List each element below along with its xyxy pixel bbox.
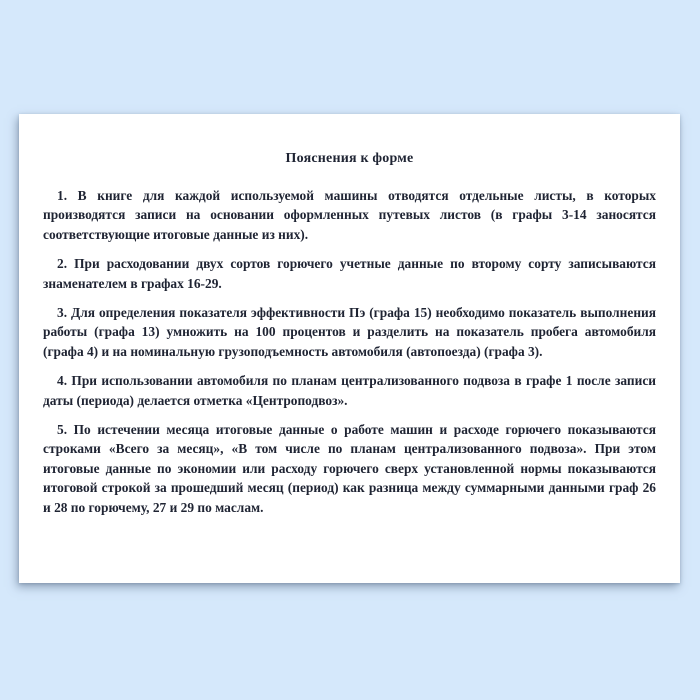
document-paragraph-1: 1. В книге для каждой используемой машины отводятся отдельные листы, в которых производятся записи на основании оформленных путевых листов (в графы 3-14 заносятся соответствующие итоговые данные из них).	[43, 188, 656, 242]
document-paragraph-3: 3. Для определения показателя эффективности Пэ (графа 15) необходимо показатель выполнения работы (графа 13) умножить на 100 процентов и разделить на показатель пробега автомобиля (графа 4) и на номинальную грузоподъемность автомобиля (автопоезда) (графа 3).	[43, 305, 656, 359]
document-page	[19, 114, 680, 583]
document-title: Пояснения к форме	[285, 151, 414, 166]
document-paragraph-4: 4. При использовании автомобиля по планам централизованного подвоза в графе 1 после записи даты (периода) делается отметка «Центроподвоз».	[43, 373, 656, 408]
document-paragraph-5: 5. По истечении месяца итоговые данные о работе машин и расходе горючего показываются строками «Всего за месяц», «В том числе по планам централизованного подвоза». При этом итоговые данные по экономии или расходу горючего сверх установленной нормы показываются итоговой строкой за прошедший месяц (период) как разница между суммарными данными граф 26 и 28 по горючему, 27 и 29 по маслам.	[43, 422, 656, 515]
document-paragraph-2: 2. При расходовании двух сортов горючего учетные данные по второму сорту записываются знаменателем в графах 16-29.	[43, 256, 656, 291]
